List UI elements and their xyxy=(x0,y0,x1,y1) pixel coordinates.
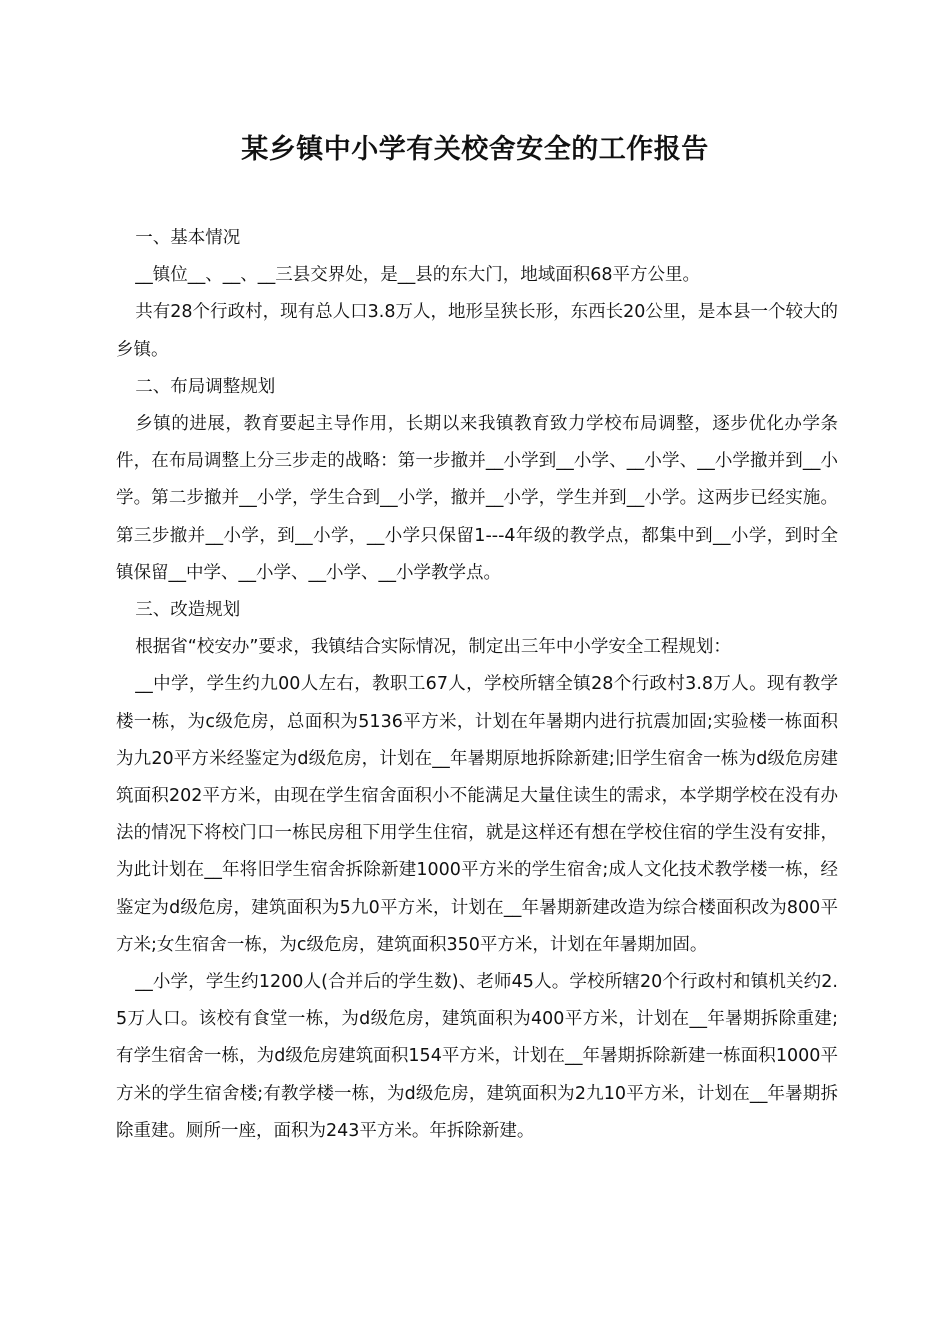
body-paragraph: 共有28个行政村，现有总人口3.8万人，地形呈狭长形，东西长20公里，是本县一个较大的乡镇。 xyxy=(116,302,838,360)
section-heading-renovation-plan: 三、改造规划 xyxy=(135,600,241,621)
body-paragraph: 根据省“校安办”要求，我镇结合实际情况，制定出三年中小学安全工程规划： xyxy=(135,637,731,658)
body-paragraph: __镇位__、__、__三县交界处，是__县的东大门，地域面积68平方公里。 xyxy=(135,265,701,286)
document-body xyxy=(116,220,838,1150)
section-heading-basic-info: 一、基本情况 xyxy=(135,228,241,248)
body-paragraph: __中学，学生约九00人左右，教职工67人，学校所辖全镇28个行政村3.8万人。现有教学楼一栋，为c级危房，总面积为5136平方米，计划在年暑期内进行抗震加固;实验楼一栋面积为九20平方米经鉴定为d级危房，计划在__年暑期原地拆除新建;旧学生宿舍一栋为d级危房建筑面积202平方米，由现在学生宿舍面积小不能满足大量住读生的需求，本学期学校在没有办法的情况下将校门口一栋民房租下用学生住宿，就是这样还有想在学校住宿的学生没有安排，为此计划在__年将旧学生宿舍拆除新建1000平方米的学生宿舍;成人文化技术教学楼一栋，经鉴定为d级危房，建筑面积为5九0平方米，计划在__年暑期新建改造为综合楼面积改为800平方米;女生宿舍一栋，为c级危房，建筑面积350平方米，计划在年暑期加固。 xyxy=(116,674,838,955)
body-paragraph: __小学，学生约1200人(合并后的学生数)、老师45人。学校所辖20个行政村和镇机关约2.5万人口。该校有食堂一栋，为d级危房，建筑面积为400平方米，计划在__年暑期拆除重建;有学生宿舍一栋，为d级危房建筑面积154平方米，计划在__年暑期拆除新建一栋面积1000平方米的学生宿舍楼;有教学楼一栋，为d级危房，建筑面积为2九10平方米，计划在__年暑期拆除重建。厕所一座，面积为243平方米。年拆除新建。 xyxy=(116,972,838,1141)
body-paragraph: 乡镇的进展，教育要起主导作用，长期以来我镇教育致力学校布局调整，逐步优化办学条件，在布局调整上分三步走的战略：第一步撤并__小学到__小学、__小学、__小学撤并到__小学。第二步撤并__小学，学生合到__小学，撤并__小学，学生并到__小学。这两步已经实施。第三步撤并__小学，到__小学，__小学只保留1---4年级的教学点，都集中到__小学，到时全镇保留__中学、__小学、__小学、__小学教学点。 xyxy=(116,414,838,583)
document-title: 某乡镇中小学有关校舍安全的工作报告 xyxy=(241,134,709,165)
section-heading-layout-plan: 二、布局调整规划 xyxy=(135,376,276,397)
